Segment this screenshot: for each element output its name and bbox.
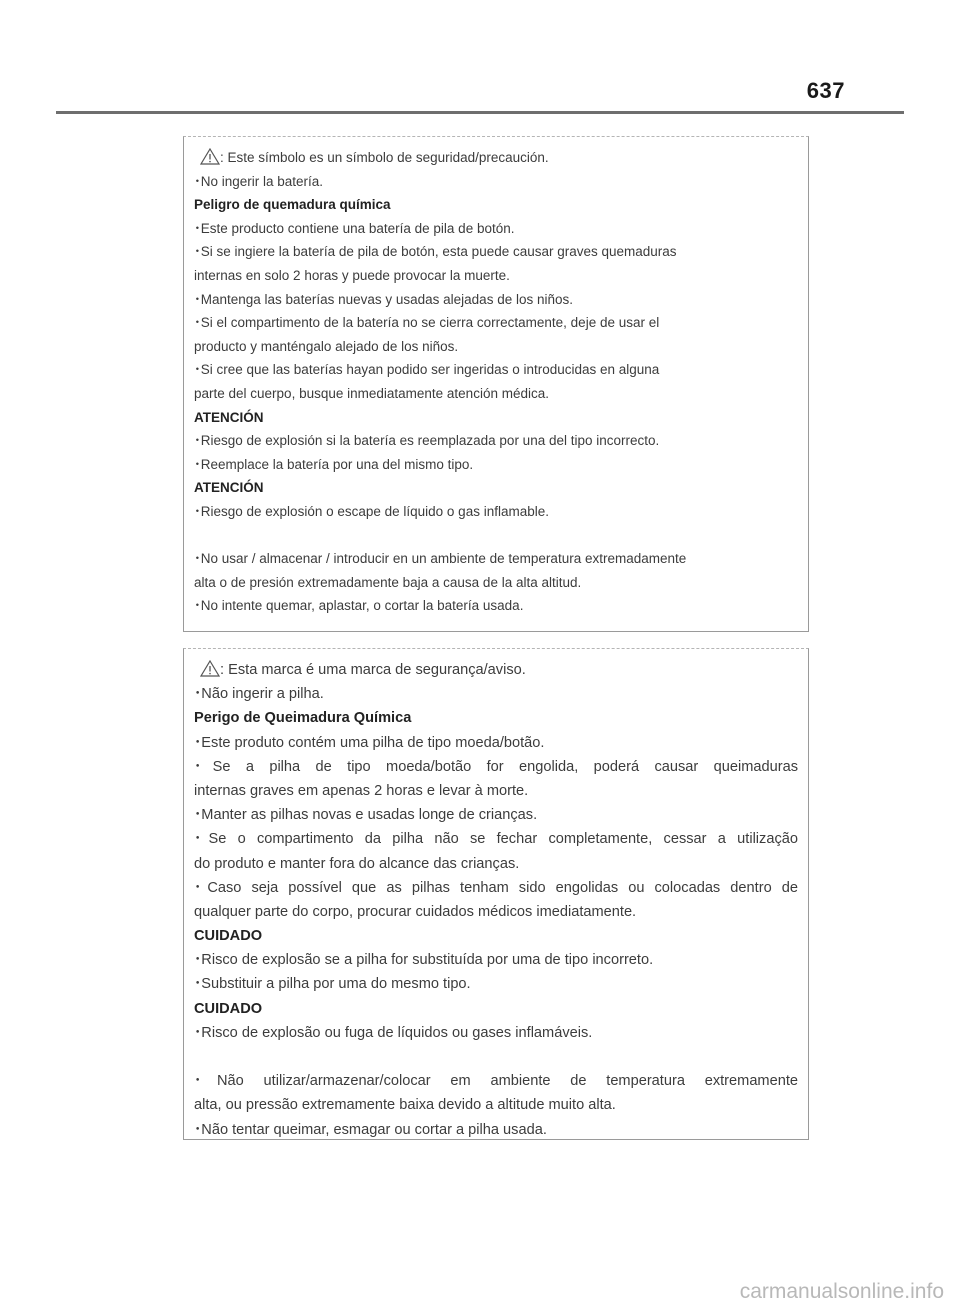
section-heading	[194, 193, 798, 217]
section-heading	[194, 997, 798, 1021]
line-text: ATENCIÓN	[194, 409, 264, 425]
line-text: ･No ingerir la batería.	[194, 173, 324, 189]
line-text: ･Manter as pilhas novas e usadas longe de crianças.	[194, 807, 538, 824]
text-line	[194, 146, 798, 170]
text-line	[194, 876, 798, 900]
text-line	[194, 1021, 798, 1045]
text-line	[194, 571, 798, 595]
text-line	[194, 382, 798, 406]
text-line	[194, 217, 798, 241]
line-text: ･Si cree que las baterías hayan podido ser ingeridas o introducidas en alguna	[194, 362, 660, 378]
section-heading	[194, 706, 798, 730]
text-line	[194, 803, 798, 827]
text-line	[194, 240, 798, 264]
text-line	[194, 779, 798, 803]
line-text: ･Este producto contiene una batería de pila de botón.	[194, 220, 515, 236]
text-line	[194, 1093, 798, 1117]
line-text: alta, ou pressão extremamente baixa devido a altitude muito alta.	[194, 1097, 616, 1114]
blank-line	[194, 1045, 798, 1069]
line-text: internas en solo 2 horas y puede provocar la muerte.	[194, 267, 510, 283]
header-rule	[56, 111, 904, 114]
line-text: CUIDADO	[194, 928, 263, 945]
text-line	[194, 429, 798, 453]
page-number: 637	[806, 78, 845, 103]
portuguese-warning-box	[183, 648, 809, 1140]
footer-watermark: carmanualsonline.info	[739, 1280, 944, 1303]
line-text: Peligro de quemadura química	[194, 197, 391, 213]
warning-triangle-icon	[200, 660, 220, 677]
spanish-warning-box	[183, 136, 809, 632]
section-heading	[194, 406, 798, 430]
text-line	[194, 731, 798, 755]
line-text: internas graves em apenas 2 horas e levar à morte.	[194, 782, 529, 799]
text-line	[194, 453, 798, 477]
text-line	[194, 852, 798, 876]
line-text: ･Risco de explosão ou fuga de líquidos ou gases inflamáveis.	[194, 1024, 593, 1041]
text-line	[194, 1069, 798, 1093]
line-text: ･Não utilizar/armazenar/colocar em ambiente de temperatura extremamente	[194, 1073, 798, 1090]
line-text: ATENCIÓN	[194, 480, 264, 496]
section-heading	[194, 924, 798, 948]
line-text: ･Caso seja possível que as pilhas tenham sido engolidas ou colocadas dentro de	[194, 879, 798, 896]
warning-triangle-icon	[200, 148, 220, 165]
text-line	[194, 1118, 798, 1142]
text-line	[194, 500, 798, 524]
line-text: ･Não tentar queimar, esmagar ou cortar a pilha usada.	[194, 1121, 547, 1138]
text-line	[194, 948, 798, 972]
text-line	[194, 755, 798, 779]
line-text: ･No usar / almacenar / introducir en un ambiente de temperatura extremadamente	[194, 551, 687, 567]
line-text: ･Se a pilha de tipo moeda/botão for engolida, poderá causar queimaduras	[194, 758, 798, 775]
line-text: ･Substituir a pilha por uma do mesmo tipo.	[194, 976, 471, 993]
line-text: ･Si se ingiere la batería de pila de botón, esta puede causar graves quemaduras	[194, 244, 677, 260]
text-line	[194, 900, 798, 924]
text-line	[194, 827, 798, 851]
line-text: ･Reemplace la batería por una del mismo tipo.	[194, 456, 474, 472]
text-line	[194, 547, 798, 571]
text-line	[194, 335, 798, 359]
line-text: ･Riesgo de explosión si la batería es reemplazada por una del tipo incorrecto.	[194, 433, 660, 449]
line-text: ･Risco de explosão se a pilha for substituída por uma de tipo incorreto.	[194, 952, 654, 969]
line-text: CUIDADO	[194, 1000, 263, 1017]
text-line	[194, 972, 798, 996]
text-line	[194, 264, 798, 288]
text-line	[194, 658, 798, 682]
line-text: : Este símbolo es un símbolo de seguridad/precaución.	[220, 150, 549, 165]
line-text: Perigo de Queimadura Química	[194, 710, 412, 727]
line-text: qualquer parte do corpo, procurar cuidados médicos imediatamente.	[194, 903, 637, 920]
line-text: producto y manténgalo alejado de los niños.	[194, 338, 459, 354]
section-heading	[194, 476, 798, 500]
line-text: ･Se o compartimento da pilha não se fechar completamente, cessar a utilização	[194, 831, 798, 848]
line-text: ･Este produto contém uma pilha de tipo moeda/botão.	[194, 734, 545, 751]
line-text: ･Não ingerir a pilha.	[194, 686, 324, 703]
line-text: ･No intente quemar, aplastar, o cortar la batería usada.	[194, 598, 524, 614]
text-line	[194, 682, 798, 706]
line-text: ･Riesgo de explosión o escape de líquido o gas inflamable.	[194, 503, 549, 519]
text-line	[194, 170, 798, 194]
text-line	[194, 288, 798, 312]
line-text: ･Si el compartimento de la batería no se cierra correctamente, deje de usar el	[194, 315, 660, 331]
line-text: ･Mantenga las baterías nuevas y usadas alejadas de los niños.	[194, 291, 573, 307]
blank-line	[194, 524, 798, 548]
line-text: : Esta marca é uma marca de segurança/aviso.	[220, 662, 526, 678]
line-text: parte del cuerpo, busque inmediatamente atención médica.	[194, 385, 549, 401]
line-text: alta o de presión extremadamente baja a causa de la alta altitud.	[194, 574, 582, 590]
text-line	[194, 358, 798, 382]
text-line	[194, 311, 798, 335]
text-line	[194, 594, 798, 618]
line-text: do produto e manter fora do alcance das crianças.	[194, 855, 520, 872]
